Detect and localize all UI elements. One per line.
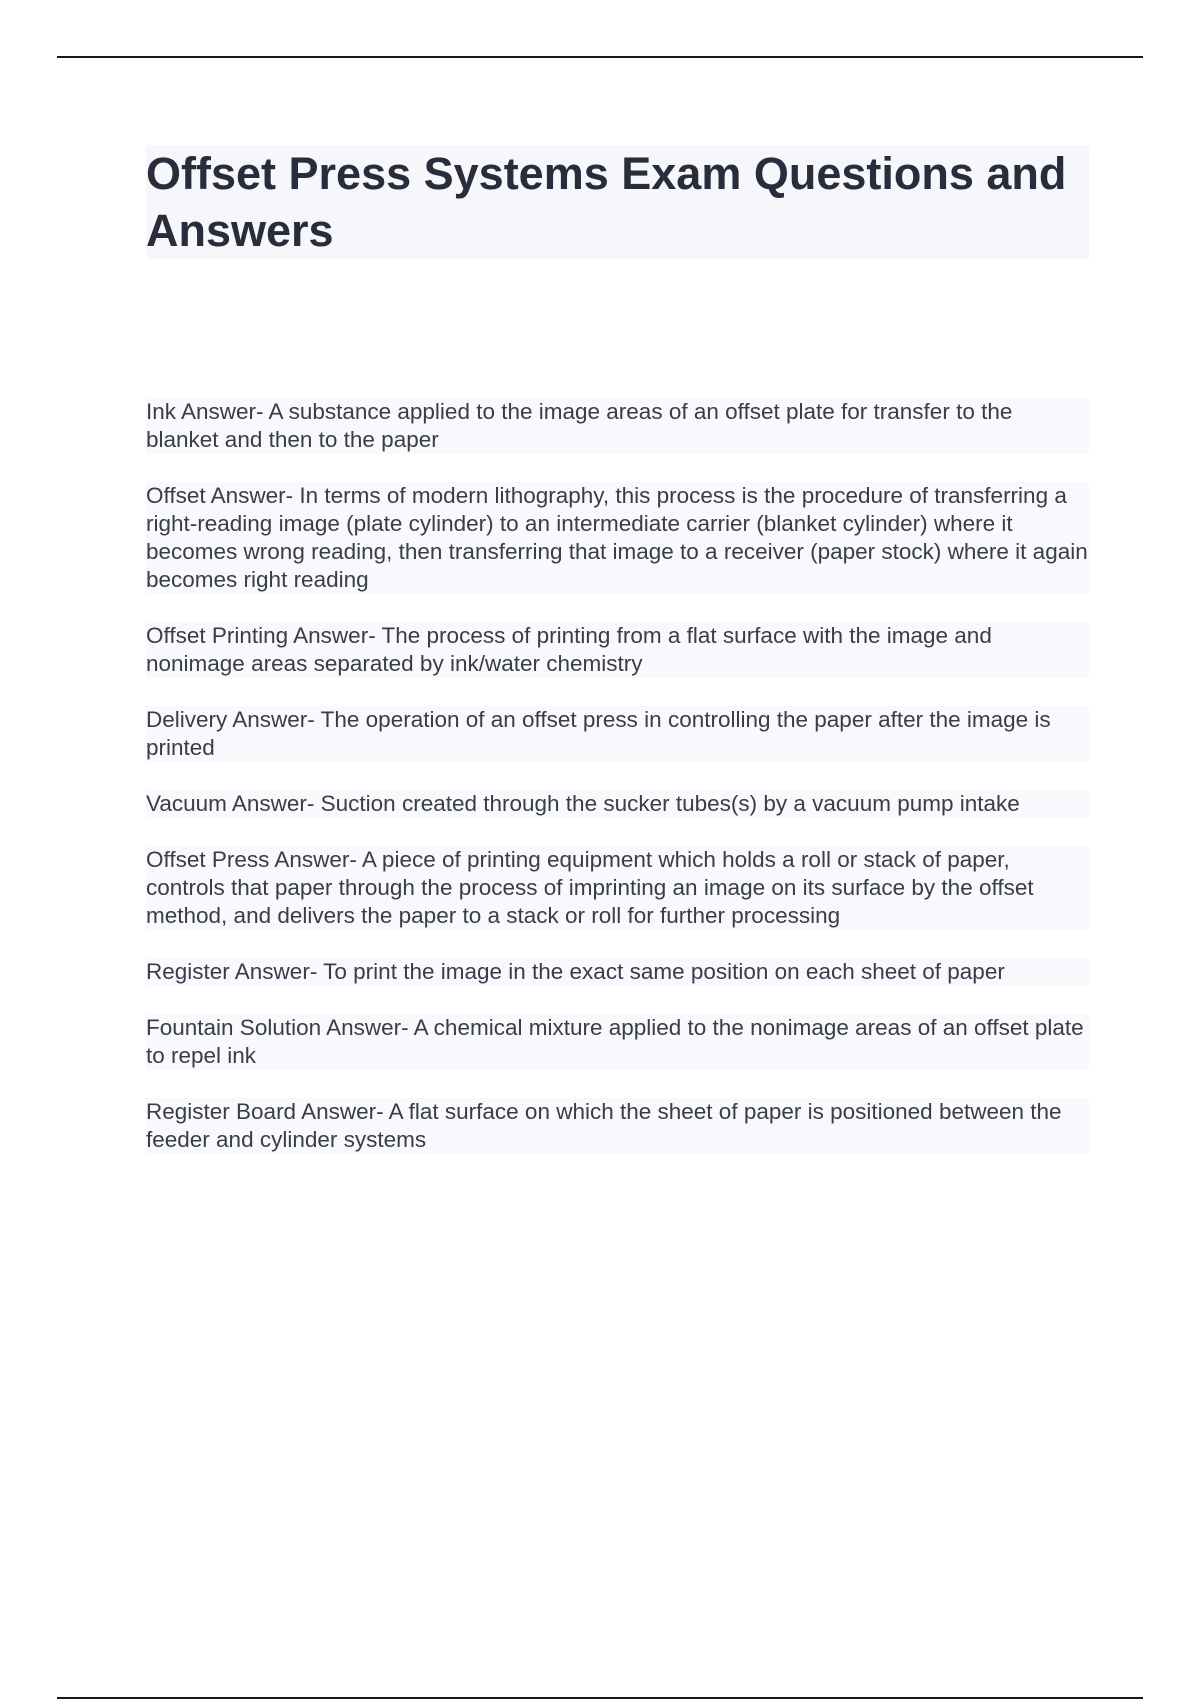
qa-item-offset-printing: Offset Printing Answer- The process of printing from a flat surface with the image and nonimage areas separated by ink/water chemistry — [146, 622, 1089, 678]
qa-item-register: Register Answer- To print the image in the exact same position on each sheet of paper — [146, 958, 1089, 986]
qa-item-fountain-solution: Fountain Solution Answer- A chemical mixture applied to the nonimage areas of an offset plate to repel ink — [146, 1014, 1089, 1070]
title-block — [146, 145, 1089, 259]
qa-item-offset-press: Offset Press Answer- A piece of printing equipment which holds a roll or stack of paper, controls that paper through the process of imprinting an image on its surface by the offset method, and delivers the paper to a stack or roll for further processing — [146, 846, 1089, 930]
qa-item-offset: Offset Answer- In terms of modern lithography, this process is the procedure of transferring a right-reading image (plate cylinder) to an intermediate carrier (blanket cylinder) where it becomes wrong reading, then transferring that image to a receiver (paper stock) where it again becomes right reading — [146, 483, 1088, 592]
qa-list — [146, 398, 1089, 1154]
footer-rule — [57, 1697, 1143, 1699]
qa-item-ink: Ink Answer- A substance applied to the image areas of an offset plate for transfer to the blanket and then to the paper — [146, 398, 1089, 454]
qa-item-vacuum: Vacuum Answer- Suction created through the sucker tubes(s) by a vacuum pump intake — [146, 790, 1089, 818]
document-title: Offset Press Systems Exam Questions and Answers — [146, 148, 1067, 256]
document-body — [146, 145, 1089, 1182]
qa-item-delivery: Delivery Answer- The operation of an offset press in controlling the paper after the image is printed — [146, 706, 1089, 762]
header-rule — [57, 56, 1143, 58]
qa-item-register-board: Register Board Answer- A flat surface on which the sheet of paper is positioned between the feeder and cylinder systems — [146, 1098, 1089, 1154]
